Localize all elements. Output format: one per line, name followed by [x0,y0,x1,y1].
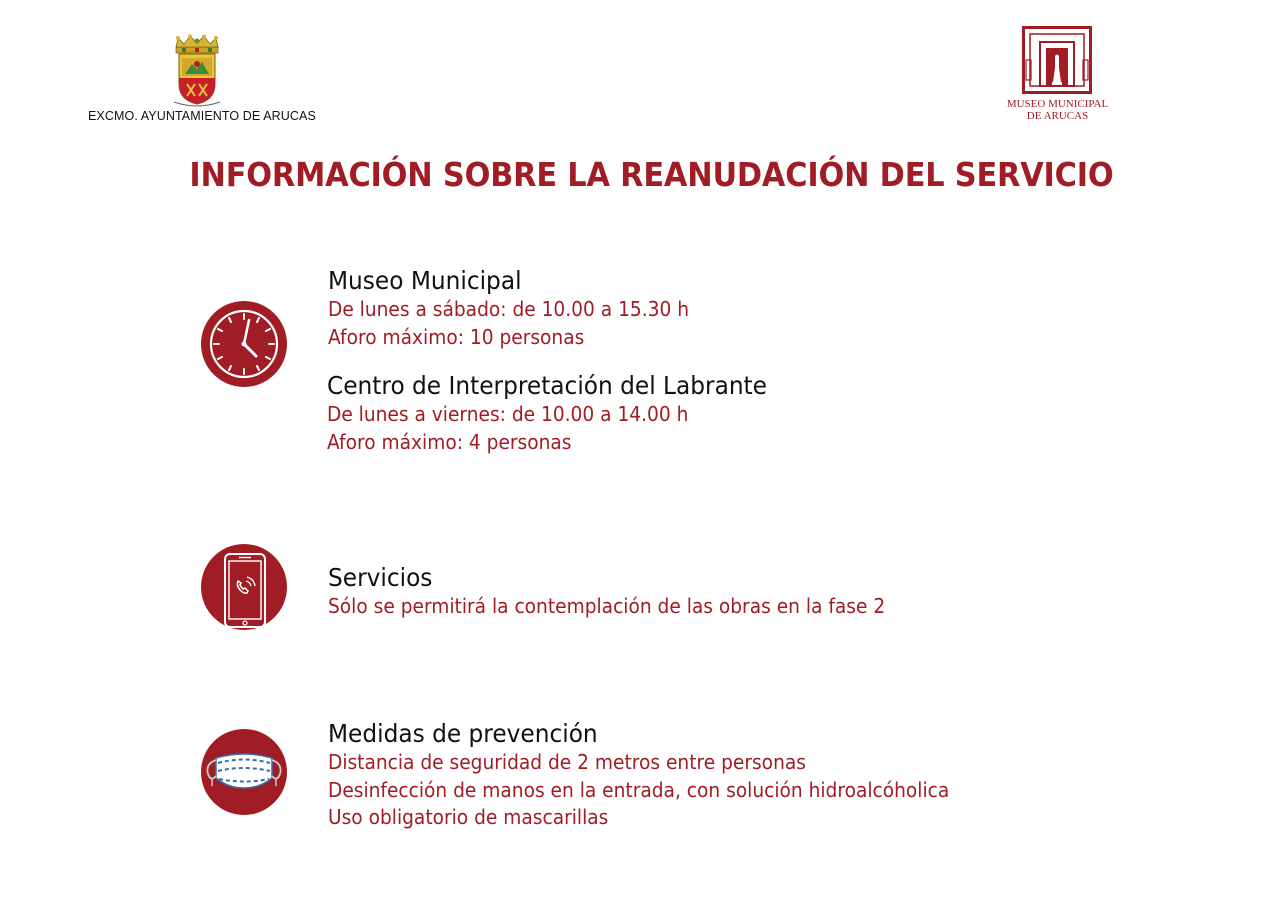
section-museo-title: Museo Municipal [328,266,522,295]
smartphone-icon [200,543,288,631]
section-museo [328,266,716,351]
municipality-caption: EXCMO. AYUNTAMIENTO DE ARUCAS [88,109,316,123]
section-servicios-title: Servicios [328,563,433,592]
section-prevencion-masks: Uso obligatorio de mascarillas [328,805,609,829]
museum-caption-line2: DE ARUCAS [1026,110,1089,122]
face-mask-icon [200,728,288,816]
museum-logo [1022,26,1092,94]
section-labrante-capacity: Aforo máximo: 4 personas [327,429,572,454]
section-labrante-title: Centro de Interpretación del Labrante [327,371,767,400]
museum-caption-line1: MUSEO MUNICIPAL [1006,98,1109,110]
section-servicios [328,563,927,621]
section-prevencion [328,719,996,832]
section-museo-capacity: Aforo máximo: 10 personas [328,324,585,349]
arucas-coat-of-arms-logo [168,34,226,110]
clock-icon [200,300,288,388]
section-labrante-hours: De lunes a viernes: de 10.00 a 14.00 h [327,402,689,426]
section-prevencion-disinfection: Desinfección de manos en la entrada, con solución hidroalcóholica [328,777,950,802]
section-servicios-note: Sólo se permitirá la contemplación de las obras en la fase 2 [328,594,886,618]
page-title: INFORMACIÓN SOBRE LA REANUDACIÓN DEL SERVICIO [189,155,1114,194]
section-prevencion-distance: Distancia de seguridad de 2 metros entre personas [328,750,806,774]
section-prevencion-title: Medidas de prevención [328,719,598,748]
museum-caption [995,98,1120,122]
section-labrante [327,371,800,456]
section-museo-hours: De lunes a sábado: de 10.00 a 15.30 h [328,297,690,321]
